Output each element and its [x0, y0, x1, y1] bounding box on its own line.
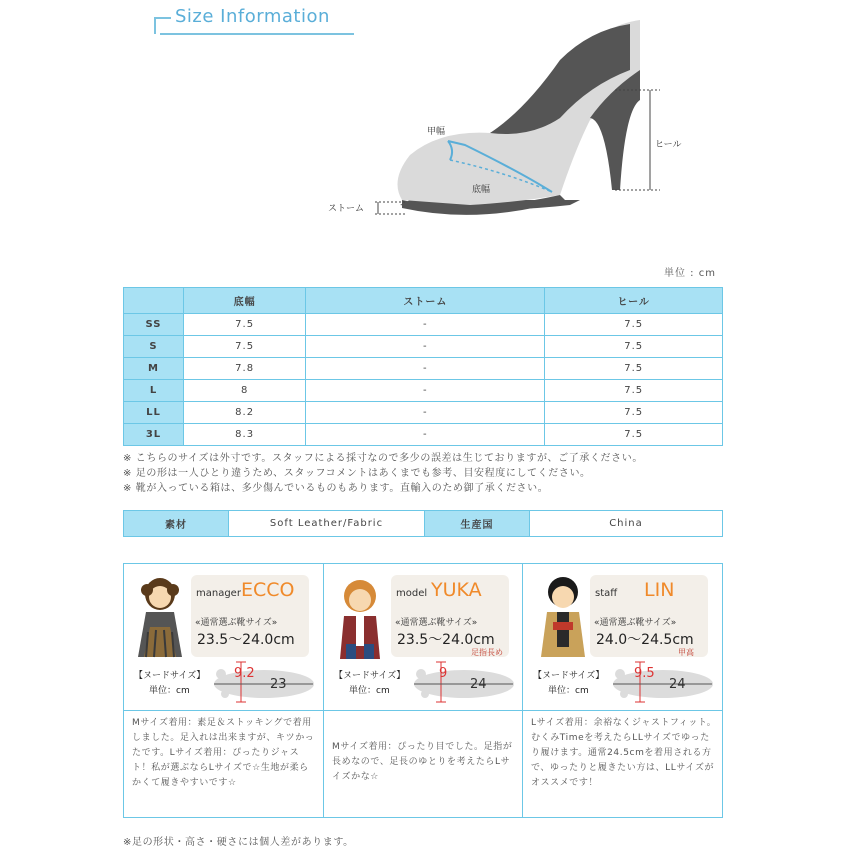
heel-cell: 7.5 — [545, 336, 723, 358]
sole-cell: 8 — [184, 380, 306, 402]
staff-name: ECCO — [241, 579, 295, 601]
staff-column-yuka — [323, 564, 522, 817]
nude-size-label: 【ヌードサイズ】 — [134, 671, 206, 681]
heel-cell: 7.5 — [545, 314, 723, 336]
heel-label: ヒール — [655, 140, 682, 150]
usual-size-label: «通常選ぶ靴サイズ» — [594, 618, 677, 628]
size-cell: 3L — [124, 424, 184, 446]
size-cell: SS — [124, 314, 184, 336]
origin-label: 生産国 — [425, 511, 530, 537]
size-cell: LL — [124, 402, 184, 424]
material-label: 素材 — [124, 511, 229, 537]
heel-cell: 7.5 — [545, 402, 723, 424]
table-row — [124, 380, 723, 402]
sole-cell: 7.5 — [184, 336, 306, 358]
notes — [123, 451, 643, 496]
staff-name: LIN — [644, 579, 675, 601]
foot-width-value: 9 — [439, 666, 448, 681]
page-title: Size Information — [175, 6, 330, 27]
foot-length-value: 24 — [470, 677, 487, 692]
sole-width-label: 底幅 — [472, 185, 491, 195]
nude-size-label: 【ヌードサイズ】 — [533, 671, 605, 681]
usual-size-range: 23.5～24.0cm — [397, 632, 495, 648]
staff-role: staff — [595, 588, 618, 599]
heel-cell: 7.5 — [545, 358, 723, 380]
stome-cell: - — [306, 314, 545, 336]
avatar — [132, 572, 188, 662]
footer-note: ※足の形状・高さ・硬さには個人差があります。 — [123, 837, 354, 848]
nude-size-unit: 単位：cm — [149, 686, 190, 696]
stome-cell: - — [306, 402, 545, 424]
stome-cell: - — [306, 380, 545, 402]
staff-card — [191, 575, 309, 657]
sole-cell: 7.5 — [184, 314, 306, 336]
nude-size-unit: 単位：cm — [349, 686, 390, 696]
table-row — [124, 314, 723, 336]
nude-size-unit: 単位：cm — [548, 686, 589, 696]
sole-cell: 7.8 — [184, 358, 306, 380]
note-line: ※ 靴が入っている箱は、多少傷んでいるものもあります。直輸入のため御了承ください。 — [123, 483, 549, 494]
material-value: Soft Leather/Fabric — [229, 511, 425, 537]
foot-length-value: 23 — [270, 677, 287, 692]
heel-cell: 7.5 — [545, 380, 723, 402]
stome-cell: - — [306, 424, 545, 446]
staff-comment: Lサイズ着用：余裕なくジャストフィット。むくみTimeを考えたらLLサイズでゆったり履けます。通常24.5cmを着用される方で、ゆったりと履きたい方は、LLサイズがオススメです！ — [531, 718, 717, 788]
avatar — [535, 572, 591, 664]
table-row — [124, 336, 723, 358]
heel-cell: 7.5 — [545, 424, 723, 446]
unit-note: 単位 : cm — [664, 268, 716, 279]
usual-size-label: «通常選ぶ靴サイズ» — [395, 618, 478, 628]
foot-icon — [409, 660, 515, 704]
staff-memo: 甲高 — [678, 648, 694, 657]
material-row — [124, 511, 723, 537]
stome-cell: - — [306, 358, 545, 380]
staff-memo: 足指長め — [471, 648, 503, 657]
foot-icon — [608, 660, 714, 704]
size-cell: S — [124, 336, 184, 358]
note-line: ※ 足の形は一人ひとり違うため、スタッフコメントはあくまでも参考、目安程度にしてください。 — [123, 468, 591, 479]
staff-role: model — [396, 588, 428, 599]
staff-card — [391, 575, 509, 657]
staff-card — [590, 575, 708, 657]
staff-name: YUKA — [431, 579, 482, 601]
usual-size-range: 24.0～24.5cm — [596, 632, 694, 648]
header-cell — [124, 288, 184, 314]
size-cell: M — [124, 358, 184, 380]
staff-comment: Mサイズ着用：素足＆ストッキングで着用しました。足入れは出来ますが、キツかったです。Lサイズ着用：ぴったりジャスト！私が選ぶならLサイズで☆生地が柔らかくて履きやすいです☆ — [132, 718, 315, 788]
table-row — [124, 424, 723, 446]
size-table-header — [124, 288, 723, 314]
header-cell: 底幅 — [184, 288, 306, 314]
foot-width-value: 9.5 — [634, 666, 655, 681]
staff-column-lin — [522, 564, 722, 817]
material-table — [123, 510, 723, 537]
nude-size-label: 【ヌードサイズ】 — [334, 671, 406, 681]
instep-label: 甲幅 — [427, 127, 446, 137]
stome-label: ストーム — [328, 204, 365, 214]
size-table — [123, 287, 723, 446]
stome-cell: - — [306, 336, 545, 358]
table-row — [124, 402, 723, 424]
foot-width-value: 9.2 — [234, 666, 255, 681]
usual-size-label: «通常選ぶ靴サイズ» — [195, 618, 278, 628]
avatar — [332, 574, 388, 664]
note-line: ※ こちらのサイズは外寸です。スタッフによる採寸なので多少の誤差は生じておりますが、ご了承ください。 — [123, 453, 643, 464]
shoe-diagram — [320, 10, 700, 225]
sole-cell: 8.2 — [184, 402, 306, 424]
staff-panels — [123, 563, 723, 818]
header-cell: ヒール — [545, 288, 723, 314]
staff-column-ecco — [124, 564, 323, 817]
staff-role: manager — [196, 588, 241, 599]
foot-length-value: 24 — [669, 677, 686, 692]
origin-value: China — [530, 511, 723, 537]
table-row — [124, 358, 723, 380]
sole-cell: 8.3 — [184, 424, 306, 446]
staff-comment: Mサイズ着用：ぴったり目でした。足指が長めなので、足長のゆとりを考えたらLサイズかな☆ — [332, 742, 513, 782]
usual-size-range: 23.5～24.0cm — [197, 632, 295, 648]
foot-icon — [209, 660, 315, 704]
size-cell: L — [124, 380, 184, 402]
title-bracket-decoration — [154, 17, 171, 34]
header-cell: ストーム — [306, 288, 545, 314]
